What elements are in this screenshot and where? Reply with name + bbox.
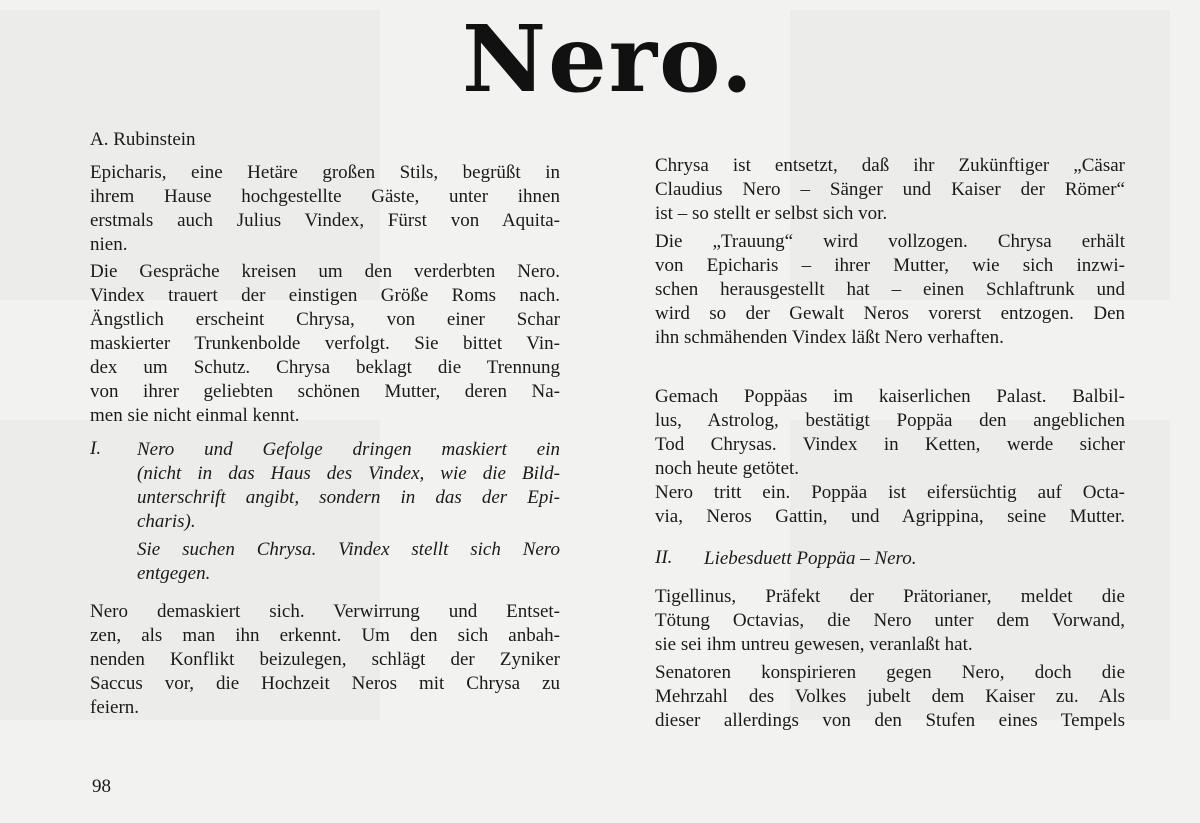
text-line: von ihrer geliebten schönen Mutter, deren Na- — [90, 381, 560, 402]
scene-line: Sie suchen Chrysa. Vindex stellt sich Nero — [137, 539, 560, 560]
text-line: Vindex trauert der einstigen Größe Roms nach. — [90, 285, 560, 306]
scene-number: II. — [655, 547, 673, 568]
text-line: Senatoren konspirieren gegen Nero, doch die — [655, 662, 1125, 683]
text-line: Mehrzahl des Volkes jubelt dem Kaiser zu. Als — [655, 686, 1125, 707]
text-line: sie sei ihm untreu gewesen, veranlaßt hat. — [655, 634, 973, 655]
text-line: ihrem Hause hochgestellte Gäste, unter ihnen — [90, 186, 560, 207]
text-line: Chrysa ist entsetzt, daß ihr Zukünftiger „Cäsar — [655, 155, 1125, 176]
page-title: Nero. — [462, 5, 755, 113]
text-line: von Epicharis – ihrer Mutter, wie sich inzwi- — [655, 255, 1125, 276]
text-line: men sie nicht einmal kennt. — [90, 405, 300, 426]
text-line: maskierter Trunkenbolde verfolgt. Sie bittet Vin- — [90, 333, 560, 354]
text-line: Gemach Poppäas im kaiserlichen Palast. Balbil- — [655, 386, 1125, 407]
author-name: A. Rubinstein — [90, 129, 196, 150]
page-number: 98 — [92, 776, 111, 797]
text-line: feiern. — [90, 697, 140, 718]
text-line: wird so der Gewalt Neros vorerst entzogen. Den — [655, 303, 1125, 324]
scene-line: Liebesduett Poppäa – Nero. — [704, 548, 917, 569]
text-line: Claudius Nero – Sänger und Kaiser der Römer“ — [655, 179, 1125, 200]
scene-line: entgegen. — [137, 563, 211, 584]
text-line: via, Neros Gattin, und Agrippina, seine Mutter. — [655, 506, 1125, 527]
text-line: zen, als man ihn erkennt. Um den sich anbah- — [90, 625, 560, 646]
scene-line: (nicht in das Haus des Vindex, wie die Bild- — [137, 463, 560, 484]
text-line: Saccus vor, die Hochzeit Neros mit Chrysa zu — [90, 673, 560, 694]
text-line: Nero demaskiert sich. Verwirrung und Entset- — [90, 601, 560, 622]
text-line: Nero tritt ein. Poppäa ist eifersüchtig auf Octa- — [655, 482, 1125, 503]
text-line: Die „Trauung“ wird vollzogen. Chrysa erhält — [655, 231, 1125, 252]
scene-number: I. — [90, 438, 102, 459]
text-line: Die Gespräche kreisen um den verderbten Nero. — [90, 261, 560, 282]
text-line: lus, Astrolog, bestätigt Poppäa den angeblichen — [655, 410, 1125, 431]
scene-line: unterschrift angibt, sondern in das der Epi- — [137, 487, 560, 508]
text-line: dex um Schutz. Chrysa beklagt die Trennung — [90, 357, 560, 378]
text-line: nien. — [90, 234, 128, 255]
text-line: nenden Konflikt beizulegen, schlägt der Zyniker — [90, 649, 560, 670]
text-line: Tötung Octavias, die Nero unter dem Vorwand, — [655, 610, 1125, 631]
scene-line: Nero und Gefolge dringen maskiert ein — [137, 439, 560, 460]
text-line: ist – so stellt er selbst sich vor. — [655, 203, 888, 224]
text-line: schen herausgestellt hat – einen Schlaftrunk und — [655, 279, 1125, 300]
text-line: Tod Chrysas. Vindex in Ketten, werde sicher — [655, 434, 1125, 455]
text-line: noch heute getötet. — [655, 458, 800, 479]
text-line: Epicharis, eine Hetäre großen Stils, begrüßt in — [90, 162, 560, 183]
text-line: Ängstlich erscheint Chrysa, von einer Schar — [90, 309, 560, 330]
text-line: Tigellinus, Präfekt der Prätorianer, meldet die — [655, 586, 1125, 607]
text-line: dieser allerdings von den Stufen eines Tempels — [655, 710, 1125, 731]
text-line: ihn schmähenden Vindex läßt Nero verhaften. — [655, 327, 1004, 348]
scene-line: charis). — [137, 511, 196, 532]
text-line: erstmals auch Julius Vindex, Fürst von Aquita- — [90, 210, 560, 231]
